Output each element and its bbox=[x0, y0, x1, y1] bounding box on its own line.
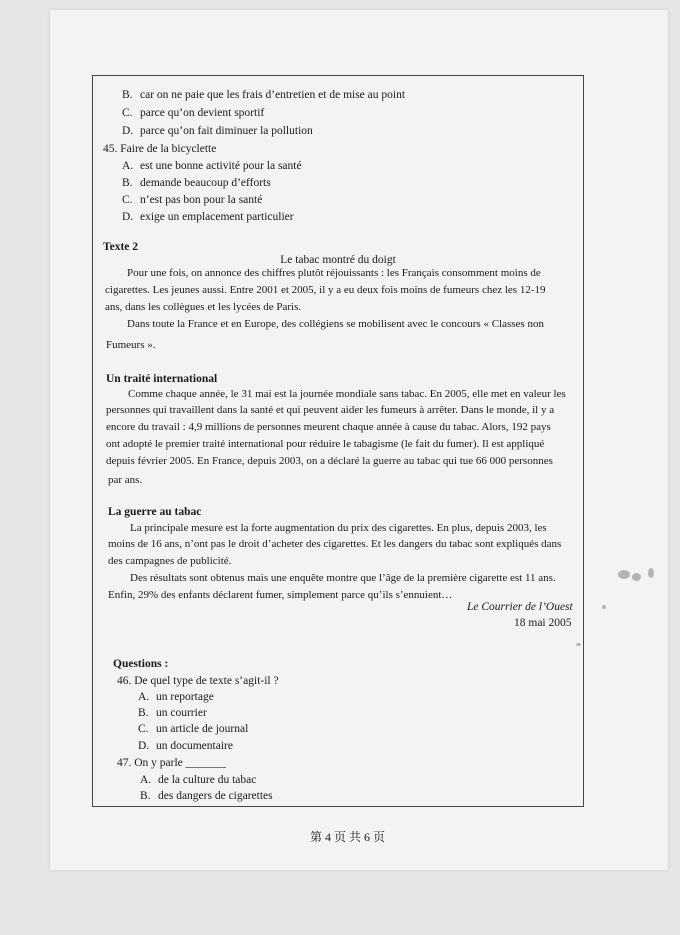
option-letter: D. bbox=[122, 125, 134, 137]
paragraph-line: cigarettes. Les jeunes aussi. Entre 2001 et 2005, il y a eu deux fois moins de fumeurs chez les 12-19 bbox=[105, 284, 546, 296]
option-text: parce qu’on devient sportif bbox=[140, 107, 265, 119]
option-text: de la culture du tabac bbox=[158, 774, 257, 786]
q47-option-a bbox=[140, 773, 256, 787]
option-text: car on ne paie que les frais d’entretien et de mise au point bbox=[140, 89, 406, 101]
subheading: La guerre au tabac bbox=[108, 506, 202, 518]
option-letter: D. bbox=[138, 740, 150, 752]
source-date: 18 mai 2005 bbox=[514, 617, 572, 629]
option-text: un courrier bbox=[156, 707, 207, 719]
q44-option-c bbox=[122, 106, 264, 120]
option-letter: A. bbox=[122, 160, 134, 172]
option-letter: B. bbox=[122, 177, 133, 189]
q46-option-a bbox=[138, 690, 214, 704]
scan-speck bbox=[602, 605, 606, 609]
paragraph-line: des campagnes de publicité. bbox=[108, 555, 232, 567]
paragraph-line: encore du travail : 4,9 millions de personnes meurent chaque année à cause du tabac. Alors, 192 pays bbox=[106, 421, 551, 433]
option-letter: B. bbox=[140, 790, 151, 802]
option-letter: C. bbox=[122, 107, 133, 119]
q44-option-d bbox=[122, 124, 313, 138]
option-letter: C. bbox=[138, 723, 149, 735]
option-text: un article de journal bbox=[156, 723, 249, 735]
option-text: n’est pas bon pour la santé bbox=[140, 194, 263, 206]
q47-option-b bbox=[140, 789, 273, 803]
scan-speck bbox=[618, 570, 630, 579]
q45-option-b bbox=[122, 176, 271, 190]
option-text: un reportage bbox=[156, 691, 214, 703]
scan-speck bbox=[576, 643, 581, 646]
paragraph-line: Des résultats sont obtenus mais une enquête montre que l’âge de la première cigarette est 11 ans. bbox=[130, 572, 556, 584]
scan-speck bbox=[648, 568, 654, 578]
paragraph-line: ans, dans les collègues et les lycées de Paris. bbox=[105, 301, 302, 313]
questions-heading: Questions : bbox=[113, 658, 169, 670]
option-letter: B. bbox=[122, 89, 133, 101]
paragraph-line: Enfin, 29% des enfants déclarent fumer, simplement parce qu’ils s’ennuient… bbox=[108, 589, 453, 601]
q45-option-c bbox=[122, 193, 262, 207]
subheading: Un traité international bbox=[106, 373, 218, 385]
paragraph-line: moins de 16 ans, n’ont pas le droit d’acheter des cigarettes. Et les dangers du tabac sont expliqués dans bbox=[108, 538, 562, 550]
option-text: est une bonne activité pour la santé bbox=[140, 160, 302, 172]
q46-stem: 46. De quel type de texte s’agit-il ? bbox=[117, 675, 279, 687]
paragraph-line: Pour une fois, on annonce des chiffres plutôt réjouissants : les Français consomment moins de bbox=[127, 267, 541, 279]
q46-option-c bbox=[138, 722, 248, 736]
q47-stem: 47. On y parle _______ bbox=[117, 757, 226, 769]
option-letter: C. bbox=[122, 194, 133, 206]
scan-speck bbox=[632, 573, 641, 581]
paragraph-line: Dans toute la France et en Europe, des collégiens se mobilisent avec le concours « Classes non bbox=[127, 318, 544, 330]
option-text: demande beaucoup d’efforts bbox=[140, 177, 271, 189]
option-letter: D. bbox=[122, 211, 134, 223]
paragraph-line: depuis février 2005. En France, depuis 2003, on a déclaré la guerre au tabac qui tue 66 000 personnes bbox=[106, 455, 553, 467]
option-letter: A. bbox=[138, 691, 150, 703]
option-text: des dangers de cigarettes bbox=[158, 790, 273, 802]
page-footer: 第 4 页 共 6 页 bbox=[310, 830, 386, 844]
source-attribution: Le Courrier de l’Ouest bbox=[467, 601, 573, 613]
q45-option-d bbox=[122, 210, 294, 224]
paragraph-line: ont adopté le premier traité international pour réduire le tabagisme (le fait du fumer). Il est appliqué bbox=[106, 438, 545, 450]
q45-stem: 45. Faire de la bicyclette bbox=[103, 143, 217, 155]
paragraph-line: par ans. bbox=[108, 474, 143, 486]
paragraph-line: La principale mesure est la forte augmentation du prix des cigarettes. En plus, depuis 2003, les bbox=[130, 522, 547, 534]
option-letter: A. bbox=[140, 774, 152, 786]
q46-option-b bbox=[138, 706, 207, 720]
q44-option-b bbox=[122, 88, 405, 102]
article-title: Le tabac montré du doigt bbox=[280, 254, 396, 266]
option-text: un documentaire bbox=[156, 740, 233, 752]
option-text: parce qu’on fait diminuer la pollution bbox=[140, 125, 313, 137]
q46-option-d bbox=[138, 739, 233, 753]
paragraph-line: Comme chaque année, le 31 mai est la journée mondiale sans tabac. En 2005, elle met en valeur les bbox=[128, 388, 566, 400]
section-heading: Texte 2 bbox=[103, 241, 139, 253]
option-text: exige un emplacement particulier bbox=[140, 211, 294, 223]
paragraph-line: personnes qui travaillent dans la santé et qui peuvent aider les fumeurs à arrêter. Dans le monde, il y a bbox=[106, 404, 555, 416]
q45-option-a bbox=[122, 159, 302, 173]
option-letter: B. bbox=[138, 707, 149, 719]
paragraph-line: Fumeurs ». bbox=[106, 339, 156, 351]
